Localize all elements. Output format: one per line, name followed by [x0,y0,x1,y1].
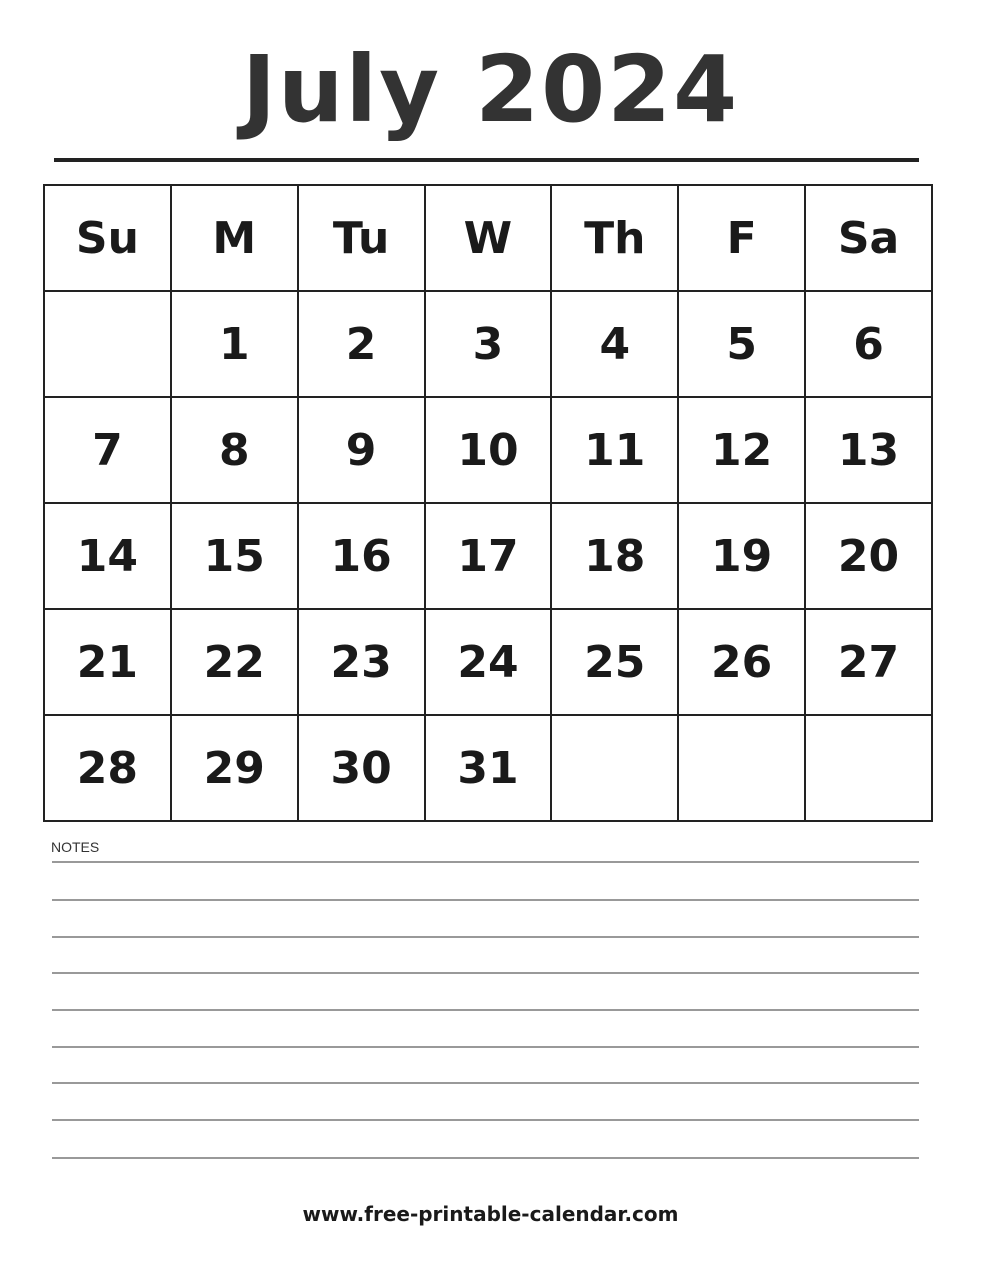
day-cell [805,715,932,821]
note-line [52,1009,919,1011]
day-cell: 25 [551,609,678,715]
day-cell: 27 [805,609,932,715]
weekday-header: Su [44,185,171,291]
day-cell: 11 [551,397,678,503]
week-row [44,715,932,821]
day-cell: 28 [44,715,171,821]
day-cell: 30 [298,715,425,821]
day-cell [44,291,171,397]
day-cell: 14 [44,503,171,609]
note-line [52,1157,919,1159]
day-cell: 6 [805,291,932,397]
note-line [52,861,919,863]
day-cell: 17 [425,503,552,609]
day-cell: 13 [805,397,932,503]
day-cell: 2 [298,291,425,397]
day-cell [551,715,678,821]
weekday-header: W [425,185,552,291]
day-cell: 20 [805,503,932,609]
footer-url: www.free-printable-calendar.com [302,1202,679,1226]
note-line [52,1082,919,1084]
day-cell: 24 [425,609,552,715]
note-line [52,936,919,938]
day-cell: 29 [171,715,298,821]
day-cell: 15 [171,503,298,609]
day-cell: 18 [551,503,678,609]
weekday-header-row [44,185,932,291]
day-cell: 12 [678,397,805,503]
day-cell: 9 [298,397,425,503]
week-row [44,503,932,609]
day-cell: 1 [171,291,298,397]
calendar-grid [43,184,933,822]
day-cell: 4 [551,291,678,397]
week-row [44,291,932,397]
weekday-header: Th [551,185,678,291]
week-row [44,609,932,715]
weekday-header: Tu [298,185,425,291]
weekday-header: Sa [805,185,932,291]
weekday-header: M [171,185,298,291]
weekday-header: F [678,185,805,291]
page-title: July 2024 [241,36,740,143]
day-cell: 5 [678,291,805,397]
day-cell: 16 [298,503,425,609]
day-cell: 22 [171,609,298,715]
day-cell: 26 [678,609,805,715]
note-line [52,1119,919,1121]
day-cell [678,715,805,821]
day-cell: 7 [44,397,171,503]
note-line [52,1046,919,1048]
day-cell: 21 [44,609,171,715]
note-line [52,972,919,974]
day-cell: 23 [298,609,425,715]
day-cell: 10 [425,397,552,503]
day-cell: 8 [171,397,298,503]
title-divider [54,158,919,162]
note-line [52,899,919,901]
day-cell: 31 [425,715,552,821]
day-cell: 19 [678,503,805,609]
week-row [44,397,932,503]
notes-label: NOTES [51,839,100,855]
day-cell: 3 [425,291,552,397]
